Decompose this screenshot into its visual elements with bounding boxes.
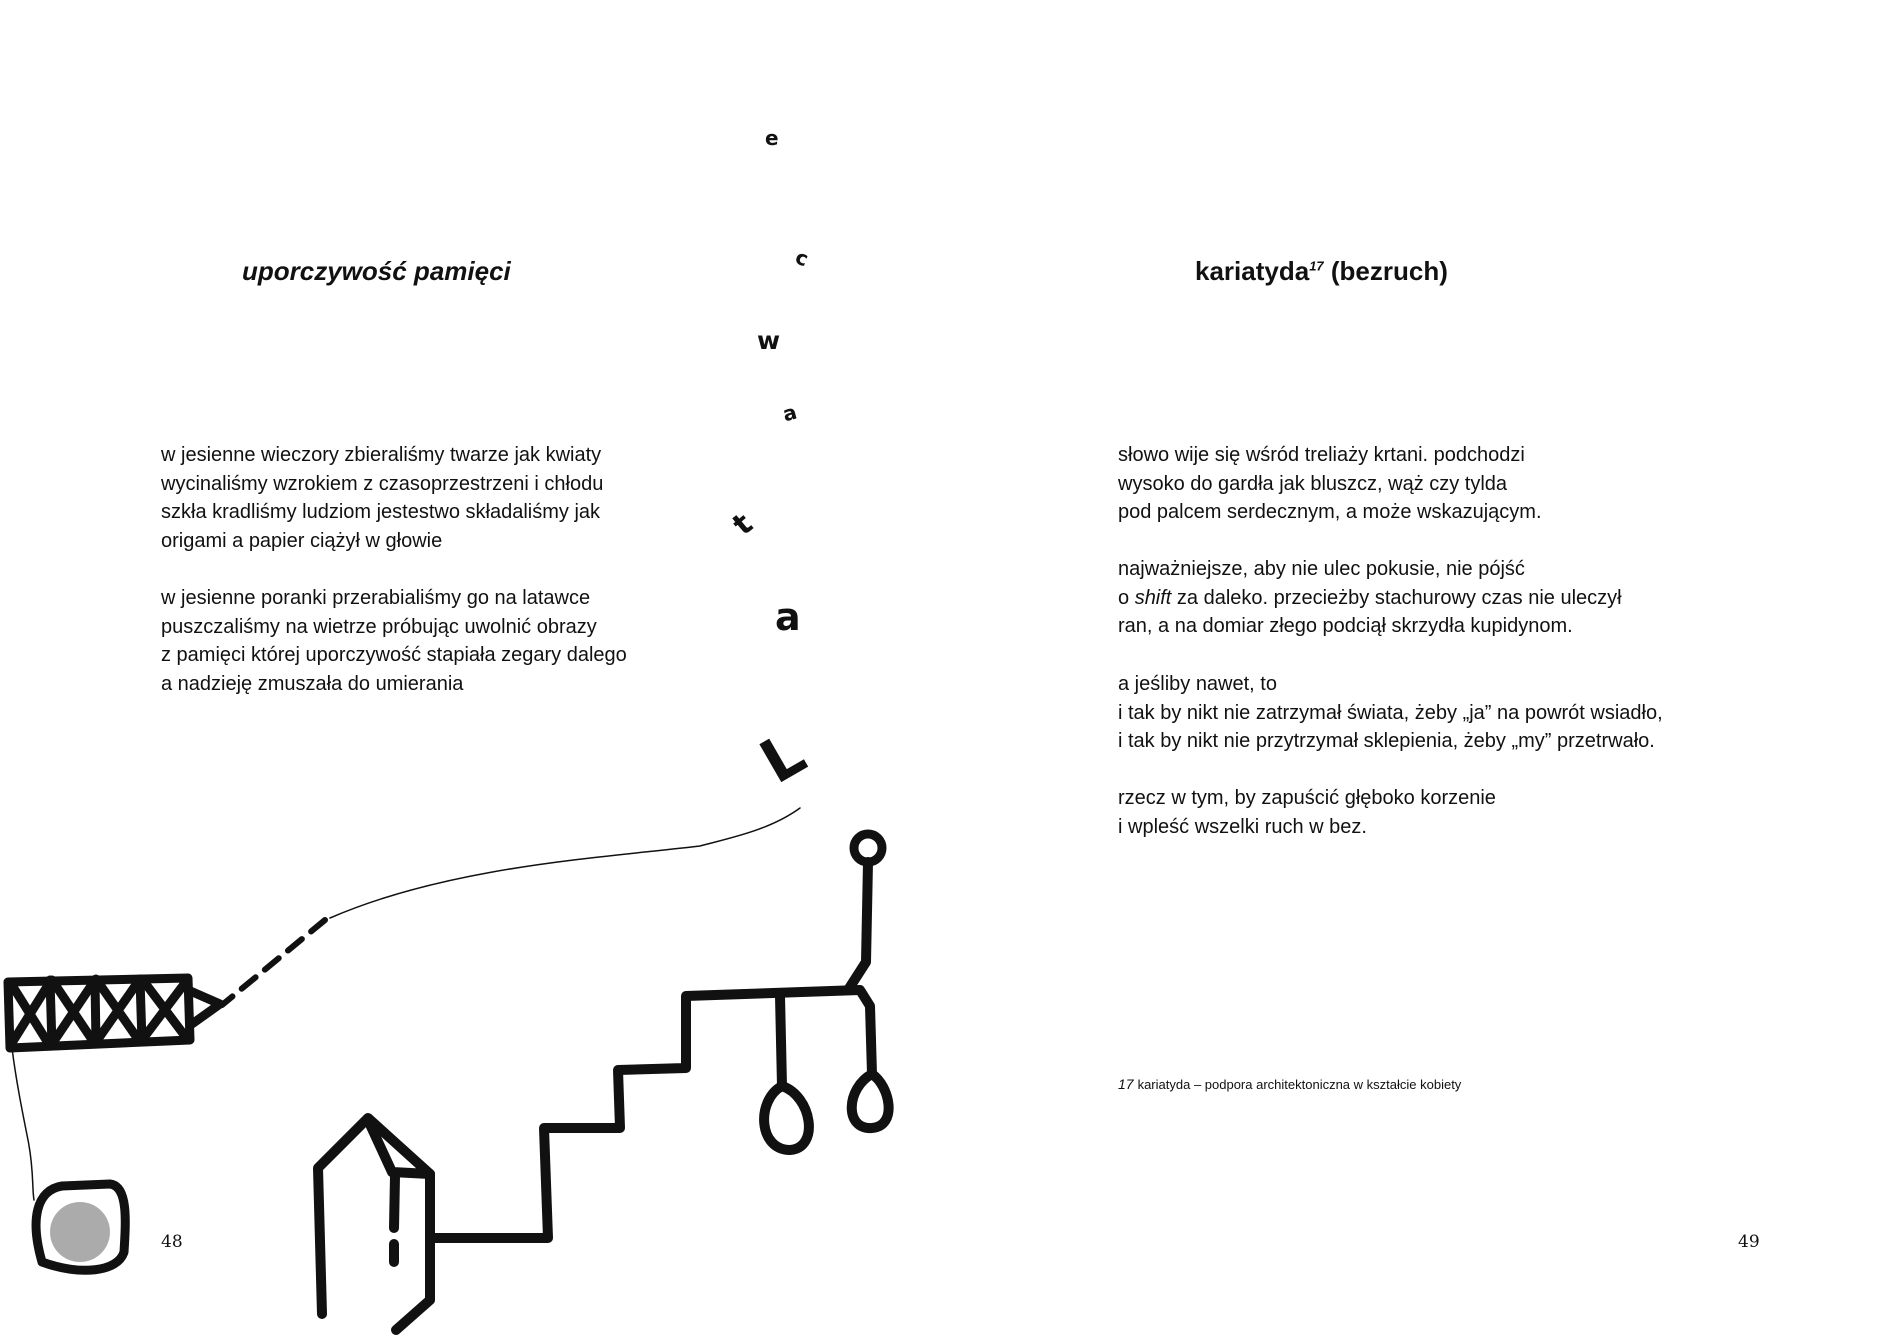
house-outline xyxy=(318,1118,430,1330)
kite-letter-c: c xyxy=(792,244,812,272)
left-stanza-2 xyxy=(161,584,627,698)
hanging-string xyxy=(12,1048,34,1200)
line-prefix: o xyxy=(1118,586,1135,609)
line-suffix: za daleko. przecieżby stachurowy czas nie uleczył xyxy=(1171,586,1622,609)
poem-title-left: uporczywość pamięci xyxy=(242,256,511,286)
poem-line: słowo wije się wśród treliaży krtani. podchodzi xyxy=(1118,444,1525,466)
right-stanza-3 xyxy=(1118,670,1663,756)
poem-line: a jeśliby nawet, to xyxy=(1118,673,1277,695)
poem-line: wycinaliśmy wzrokiem z czasoprzestrzeni i chłodu xyxy=(161,472,604,495)
right-stanza-4 xyxy=(1118,784,1496,841)
poem-line: w jesienne poranki przerabialiśmy go na latawce xyxy=(161,587,591,609)
poem-line: i tak by nikt nie zatrzymał świata, żeby „ja” na powrót wsiadło, xyxy=(1118,701,1663,724)
footnote xyxy=(1118,1076,1461,1092)
poem-line: ran, a na domiar złego podciął skrzydła kupidynom. xyxy=(1118,615,1573,637)
poem-line: i tak by nikt nie przytrzymał sklepienia, żeby „my” przetrwało. xyxy=(1118,730,1655,752)
right-page xyxy=(944,0,1888,1340)
kite-letter-w: w xyxy=(757,326,781,355)
poem-line: w jesienne wieczory zbieraliśmy twarze jak kwiaty xyxy=(161,444,602,466)
left-stanza-1 xyxy=(161,441,603,555)
poem-line: rzecz w tym, by zapuścić głęboko korzenie xyxy=(1118,787,1496,809)
poem-line: wysoko do gardła jak bluszcz, wąż czy tylda xyxy=(1118,472,1508,495)
kite-letter-t: t xyxy=(726,506,760,543)
poem-line: i wpleść wszelki ruch w bez. xyxy=(1118,815,1367,838)
poem-line: najważniejsze, aby nie ulec pokusie, nie pójść xyxy=(1118,558,1525,580)
hanger-ring xyxy=(854,834,882,862)
smudge xyxy=(50,1202,110,1262)
kite-tail-dashes xyxy=(222,920,325,1005)
italic-word: shift xyxy=(1134,586,1172,609)
poem-line: origami a papier ciążył w głowie xyxy=(161,529,443,552)
kite-letter-L: L xyxy=(749,718,818,798)
right-stanza-1 xyxy=(1118,441,1542,527)
title-main: kariatyda xyxy=(1195,256,1310,286)
poem-line: a nadzieję zmuszała do umierania xyxy=(161,672,464,695)
lattice-truss xyxy=(8,978,220,1048)
kite-letter-e: e xyxy=(765,126,779,150)
poem-line xyxy=(1118,584,1622,613)
kite-letter-a-large: a xyxy=(775,595,801,639)
page-number-right: 49 xyxy=(1738,1232,1760,1252)
footnote-text: kariatyda – podpora architektoniczna w kształcie kobiety xyxy=(1137,1077,1462,1092)
kite-letter-a-small: a xyxy=(780,399,800,427)
title-suffix: (bezruch) xyxy=(1323,256,1448,286)
poem-title-right xyxy=(1195,256,1448,287)
title-footnote-ref: 17 xyxy=(1309,258,1324,274)
poem-line: pod palcem serdecznym, a może wskazującym. xyxy=(1118,501,1542,523)
poem-line: z pamięci której uporczywość stapiała zegary dalego xyxy=(161,644,627,666)
right-stanza-2 xyxy=(1118,555,1622,641)
poem-line: szkła kradliśmy ludziom jestestwo składaliśmy jak xyxy=(161,501,601,523)
kite-string xyxy=(330,808,800,918)
page-number-left: 48 xyxy=(161,1232,183,1252)
footnote-number: 17 xyxy=(1118,1076,1134,1092)
poem-line: puszczaliśmy na wietrze próbując uwolnić obrazy xyxy=(161,615,597,638)
